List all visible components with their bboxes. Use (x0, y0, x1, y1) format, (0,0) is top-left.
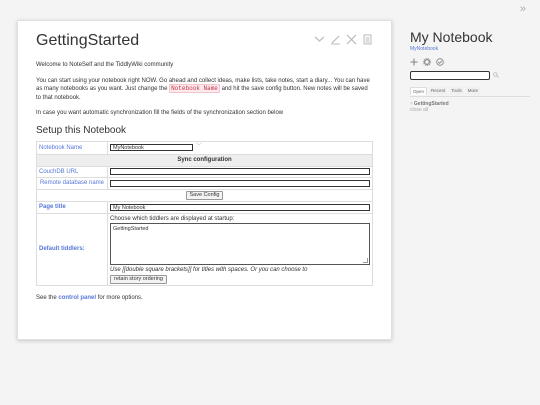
notebook-name-label: Notebook Name (37, 142, 108, 155)
start-text-part1: You can start using your notebook right NOW. Go ahead and collect ideas, make lists, take notes, start a diary... You can have as many notebooks as you want. Just change the (36, 77, 370, 93)
edit-icon[interactable] (330, 33, 341, 45)
search-icon[interactable] (493, 72, 499, 80)
sidebar-subtitle: MyNotebook (410, 46, 439, 52)
save-cell (37, 189, 373, 201)
close-icon[interactable]: × (410, 101, 413, 107)
plus-icon[interactable] (410, 58, 418, 66)
tiddler-title: GettingStarted (36, 32, 140, 49)
search-input[interactable] (410, 71, 490, 80)
row-couchdb (37, 166, 373, 178)
save-config-button[interactable]: Save Config (186, 191, 224, 200)
page-title-input[interactable]: My Notebook (110, 204, 370, 211)
chevron-down-icon[interactable] (314, 33, 325, 45)
default-tiddlers-cell (108, 213, 373, 285)
row-default-tiddlers (37, 213, 373, 285)
page-title-cell (108, 201, 373, 213)
sidebar-tabs (410, 87, 530, 97)
config-table (36, 141, 373, 286)
sync-paragraph: In case you want automatic synchronization fill the fields of the synchronization section below (36, 109, 284, 116)
sidebar-toggle-icon[interactable]: » (519, 3, 526, 15)
row-save (37, 189, 373, 201)
retain-story-ordering-button[interactable]: retain story ordering (110, 275, 167, 284)
tiddler-body (36, 61, 373, 303)
start-text-part2: and hit the save config button. New notes will be saved to that notebook. (36, 86, 368, 102)
default-tiddlers-label: Default tiddlers: (37, 213, 108, 285)
tab-recent[interactable]: Recent (431, 88, 446, 93)
couchdb-cell (108, 166, 373, 178)
tiddler-card (17, 20, 392, 340)
start-paragraph (36, 77, 373, 103)
open-list (410, 101, 530, 113)
resize-handle-icon[interactable] (363, 258, 368, 263)
see-prefix: See the (36, 295, 57, 302)
close-icon[interactable] (346, 33, 357, 45)
default-tiddlers-hint: Choose which tiddlers are displayed at startup: (110, 215, 235, 222)
notebook-name-input[interactable]: MyNotebook (110, 144, 193, 151)
page-title-label: Page title (37, 201, 108, 213)
couchdb-url-label: CouchDB URL (37, 166, 108, 178)
remote-db-label: Remote database name (37, 178, 108, 190)
tiddler-controls (314, 33, 373, 45)
gear-icon[interactable] (423, 58, 431, 66)
see-control-panel-text (36, 294, 373, 303)
see-suffix: for more options. (97, 295, 143, 302)
info-icon[interactable] (362, 33, 373, 45)
default-tiddlers-value: GettingStarted (113, 226, 149, 233)
welcome-text: Welcome to NoteSelf and the TiddlyWiki community (36, 62, 174, 68)
sidebar-search (410, 71, 530, 80)
chevron-down-icon[interactable]: ﹀ (196, 144, 203, 151)
row-page-title (37, 201, 373, 213)
checkmark-icon[interactable] (436, 58, 444, 66)
tiddler-header (36, 29, 373, 53)
remote-db-cell (108, 178, 373, 190)
setup-heading: Setup this Notebook (36, 124, 127, 136)
sidebar-actions (410, 58, 530, 66)
close-all-button[interactable]: close all (410, 107, 429, 113)
tab-more[interactable]: More (467, 88, 479, 93)
sidebar-title: My Notebook (410, 29, 493, 45)
open-item-gettingstarted[interactable]: ×GettingStarted (410, 101, 449, 107)
row-notebook-name (37, 142, 373, 155)
tab-tools[interactable]: Tools (451, 88, 462, 93)
control-panel-link[interactable]: control panel (58, 295, 97, 302)
notebook-name-code: Notebook Name (171, 85, 218, 93)
brackets-hint: Use [[double square brackets]] for titles with spaces. Or you can choose to (110, 267, 308, 274)
sidebar (410, 28, 530, 113)
sync-config-header: Sync configuration (37, 154, 373, 166)
row-remote-db (37, 178, 373, 190)
tab-open[interactable]: Open (410, 87, 427, 95)
couchdb-url-input[interactable] (110, 168, 370, 175)
remote-db-input[interactable] (110, 180, 370, 187)
notebook-name-cell (108, 142, 373, 155)
default-tiddlers-textarea[interactable] (110, 223, 370, 265)
row-sync-header (37, 154, 373, 166)
